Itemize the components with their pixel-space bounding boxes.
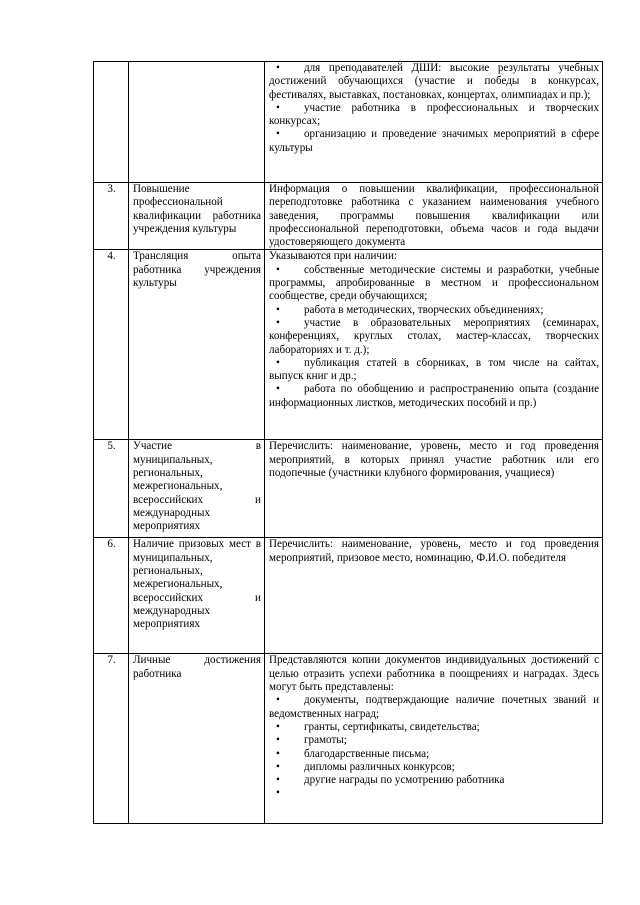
bullet-icon: •: [276, 720, 280, 733]
list-item-text: работа по обобщению и распространению опыта (создание информационных листков, методических пособий и пр.): [269, 383, 599, 409]
description-text: Информация о повышении квалификации, профессиональной переподготовке работника с указанием наименования учебного заведения, программы повышения квалификации или профессиональной переподготовки, объема часов и года выдачи удостоверяющего документа: [269, 183, 599, 249]
description-cell: [265, 183, 603, 250]
criterion-cell: Трансляция опыта работника учреждения культуры: [129, 250, 265, 440]
list-item: [269, 761, 599, 774]
list-item-text: документы, подтверждающие наличие почетных званий и ведомственных наград;: [269, 694, 599, 720]
bullet-list: [269, 694, 599, 800]
table-row: [94, 62, 603, 183]
list-item: [269, 383, 599, 410]
table-row: [94, 440, 603, 538]
list-item: [269, 787, 599, 800]
description-cell: [265, 62, 603, 183]
bullet-list: [269, 264, 599, 410]
list-item: [269, 721, 599, 734]
list-item-text: дипломы различных конкурсов;: [304, 760, 455, 773]
list-item-text: другие награды по усмотрению работника: [304, 774, 505, 787]
row-number: 3.: [94, 183, 129, 250]
row-number: 6.: [94, 538, 129, 654]
bullet-icon: •: [276, 787, 280, 800]
bullet-icon: •: [276, 101, 280, 114]
list-item: [269, 264, 599, 304]
list-item-text: участие в образовательных мероприятиях (семинарах, конференциях, круглых столах, мастер-классах, творческих лабораториях и т. д.);: [269, 316, 599, 356]
bullet-icon: •: [276, 128, 280, 141]
description-text: Перечислить: наименование, уровень, место и год проведения мероприятий, призовое место, номинацию, Ф.И.О. победителя: [269, 538, 599, 564]
list-item: [269, 62, 599, 102]
table-row: [94, 538, 603, 654]
criterion-cell: Повышение профессиональной квалификации работника учреждения культуры: [129, 183, 265, 250]
row-number: 7.: [94, 654, 129, 824]
bullet-icon: •: [276, 303, 280, 316]
list-item: [269, 734, 599, 747]
description-cell: [265, 250, 603, 440]
criterion-cell: Участие в муниципальных, региональных, межрегиональных, всероссийских и международных мероприятиях: [129, 440, 265, 538]
list-item: [269, 748, 599, 761]
list-item-text: гранты, сертификаты, свидетельства;: [304, 720, 480, 733]
bullet-icon: •: [276, 356, 280, 369]
table-row: [94, 654, 603, 824]
description-intro: Представляются копии документов индивидуальных достижений с целью отразить успехи работника в поощрениях и наградах. Здесь могут быть представлены:: [269, 654, 599, 694]
bullet-list: [269, 62, 599, 155]
bullet-icon: •: [276, 62, 280, 74]
list-item-text: участие работника в профессиональных и творческих конкурсах;: [269, 101, 599, 128]
bullet-icon: •: [276, 734, 280, 747]
row-number: 4.: [94, 250, 129, 440]
row-number: [94, 62, 129, 183]
list-item-text: собственные методические системы и разработки, учебные программы, апробированные в местном и профессиональном сообществе, среди обучающихся;: [269, 263, 599, 303]
row-number: 5.: [94, 440, 129, 538]
bullet-icon: •: [276, 747, 280, 760]
bullet-icon: •: [276, 760, 280, 773]
bullet-icon: •: [276, 263, 280, 276]
list-item: [269, 694, 599, 721]
list-item-text: публикация статей в сборниках, в том числе на сайтах, выпуск книг и др.;: [269, 356, 599, 383]
criteria-table: [93, 61, 603, 824]
list-item-text: организацию и проведение значимых мероприятий в сфере культуры: [269, 128, 599, 154]
table-row: [94, 183, 603, 250]
list-item: [269, 102, 599, 129]
list-item-text: грамоты;: [304, 734, 347, 747]
criterion-cell: Наличие призовых мест в муниципальных, региональных, межрегиональных, всероссийских и международных мероприятиях: [129, 538, 265, 654]
description-cell: [265, 654, 603, 824]
list-item-text: для преподавателей ДШИ: высокие результаты учебных достижений обучающихся (участие и победы в конкурсах, фестивалях, выставках, постановках, концертах, олимпиадах и пр.);: [269, 62, 599, 101]
list-item: [269, 317, 599, 357]
bullet-icon: •: [276, 774, 280, 787]
table-row: [94, 250, 603, 440]
description-intro: Указываются при наличии:: [269, 250, 397, 263]
criterion-cell: Личные достижения работника: [129, 654, 265, 824]
criterion-cell: [129, 62, 265, 183]
bullet-icon: •: [276, 316, 280, 329]
list-item-text: благодарственные письма;: [304, 747, 430, 760]
bullet-icon: •: [276, 694, 280, 707]
list-item-text: работа в методических, творческих объединениях;: [304, 303, 544, 316]
list-item: [269, 774, 599, 787]
description-cell: [265, 440, 603, 538]
list-item: [269, 304, 599, 317]
description-text: Перечислить: наименование, уровень, место и год проведения мероприятий, в которых принял участие работник или его подопечные (участники клубного формирования, учащиеся): [269, 440, 599, 480]
bullet-icon: •: [276, 383, 280, 396]
description-cell: [265, 538, 603, 654]
list-item: [269, 357, 599, 384]
list-item: [269, 128, 599, 155]
